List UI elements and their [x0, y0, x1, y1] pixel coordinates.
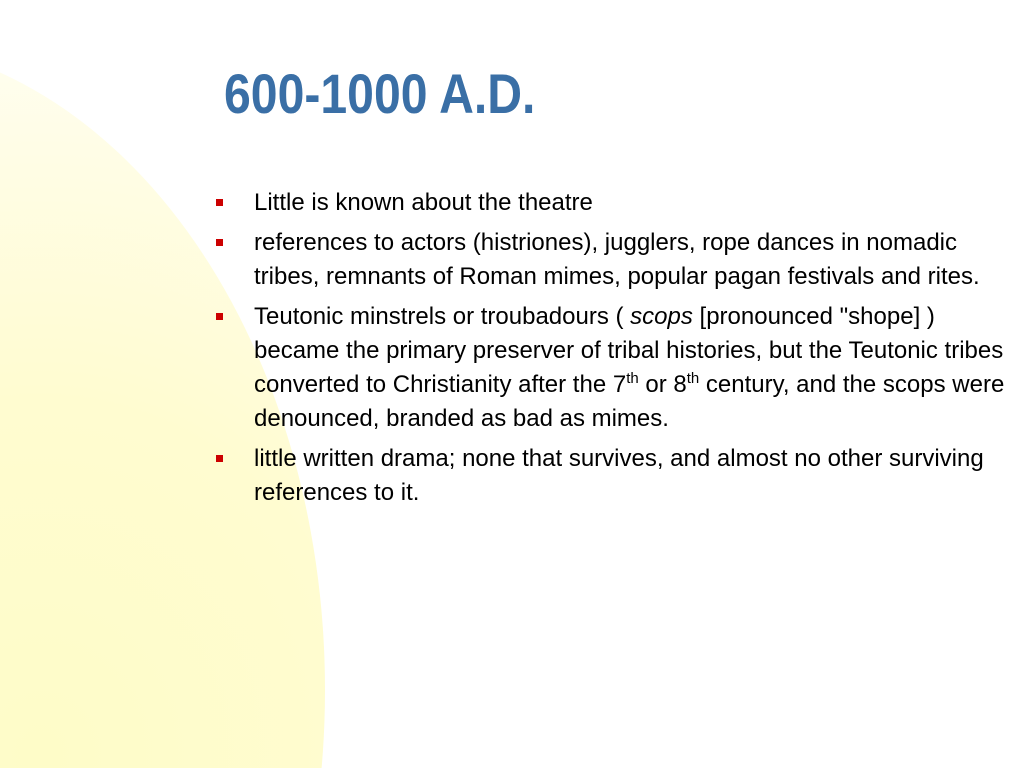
bullet-item	[215, 226, 1005, 294]
bullet-text-part: Teutonic minstrels or troubadours (	[254, 303, 631, 330]
bullet-text: references to actors (histriones), jugglers, rope dances in nomadic tribes, remnants of Roman mimes, popular pagan festivals and rites.	[254, 229, 980, 290]
bullet-text-part: century, and the scops were denounced, branded as bad as mimes.	[254, 371, 1005, 432]
square-bullet-icon	[216, 199, 223, 206]
bullet-text-part: [pronounced "shope] ) became the primary preserver of tribal histories, but the Teutonic tribes converted to Christianity after the 7	[254, 303, 1004, 398]
square-bullet-icon	[216, 455, 223, 462]
bullet-text	[254, 300, 1005, 436]
square-bullet-icon	[216, 313, 223, 320]
square-bullet-icon	[216, 239, 223, 246]
bullet-text: Little is known about the theatre	[254, 189, 593, 216]
slide-title: 600-1000 A.D.	[224, 62, 536, 125]
bullet-item	[215, 300, 1005, 436]
italic-term: scops	[630, 303, 693, 330]
ordinal-suffix: th	[686, 370, 700, 387]
bullet-item	[215, 186, 1005, 220]
ordinal-suffix: th	[626, 370, 639, 387]
bullet-text-part: or 8	[638, 371, 687, 398]
bullet-list	[215, 186, 1005, 516]
bullet-item	[215, 442, 1005, 510]
bullet-text: little written drama; none that survives, and almost no other surviving references to it.	[254, 445, 984, 506]
